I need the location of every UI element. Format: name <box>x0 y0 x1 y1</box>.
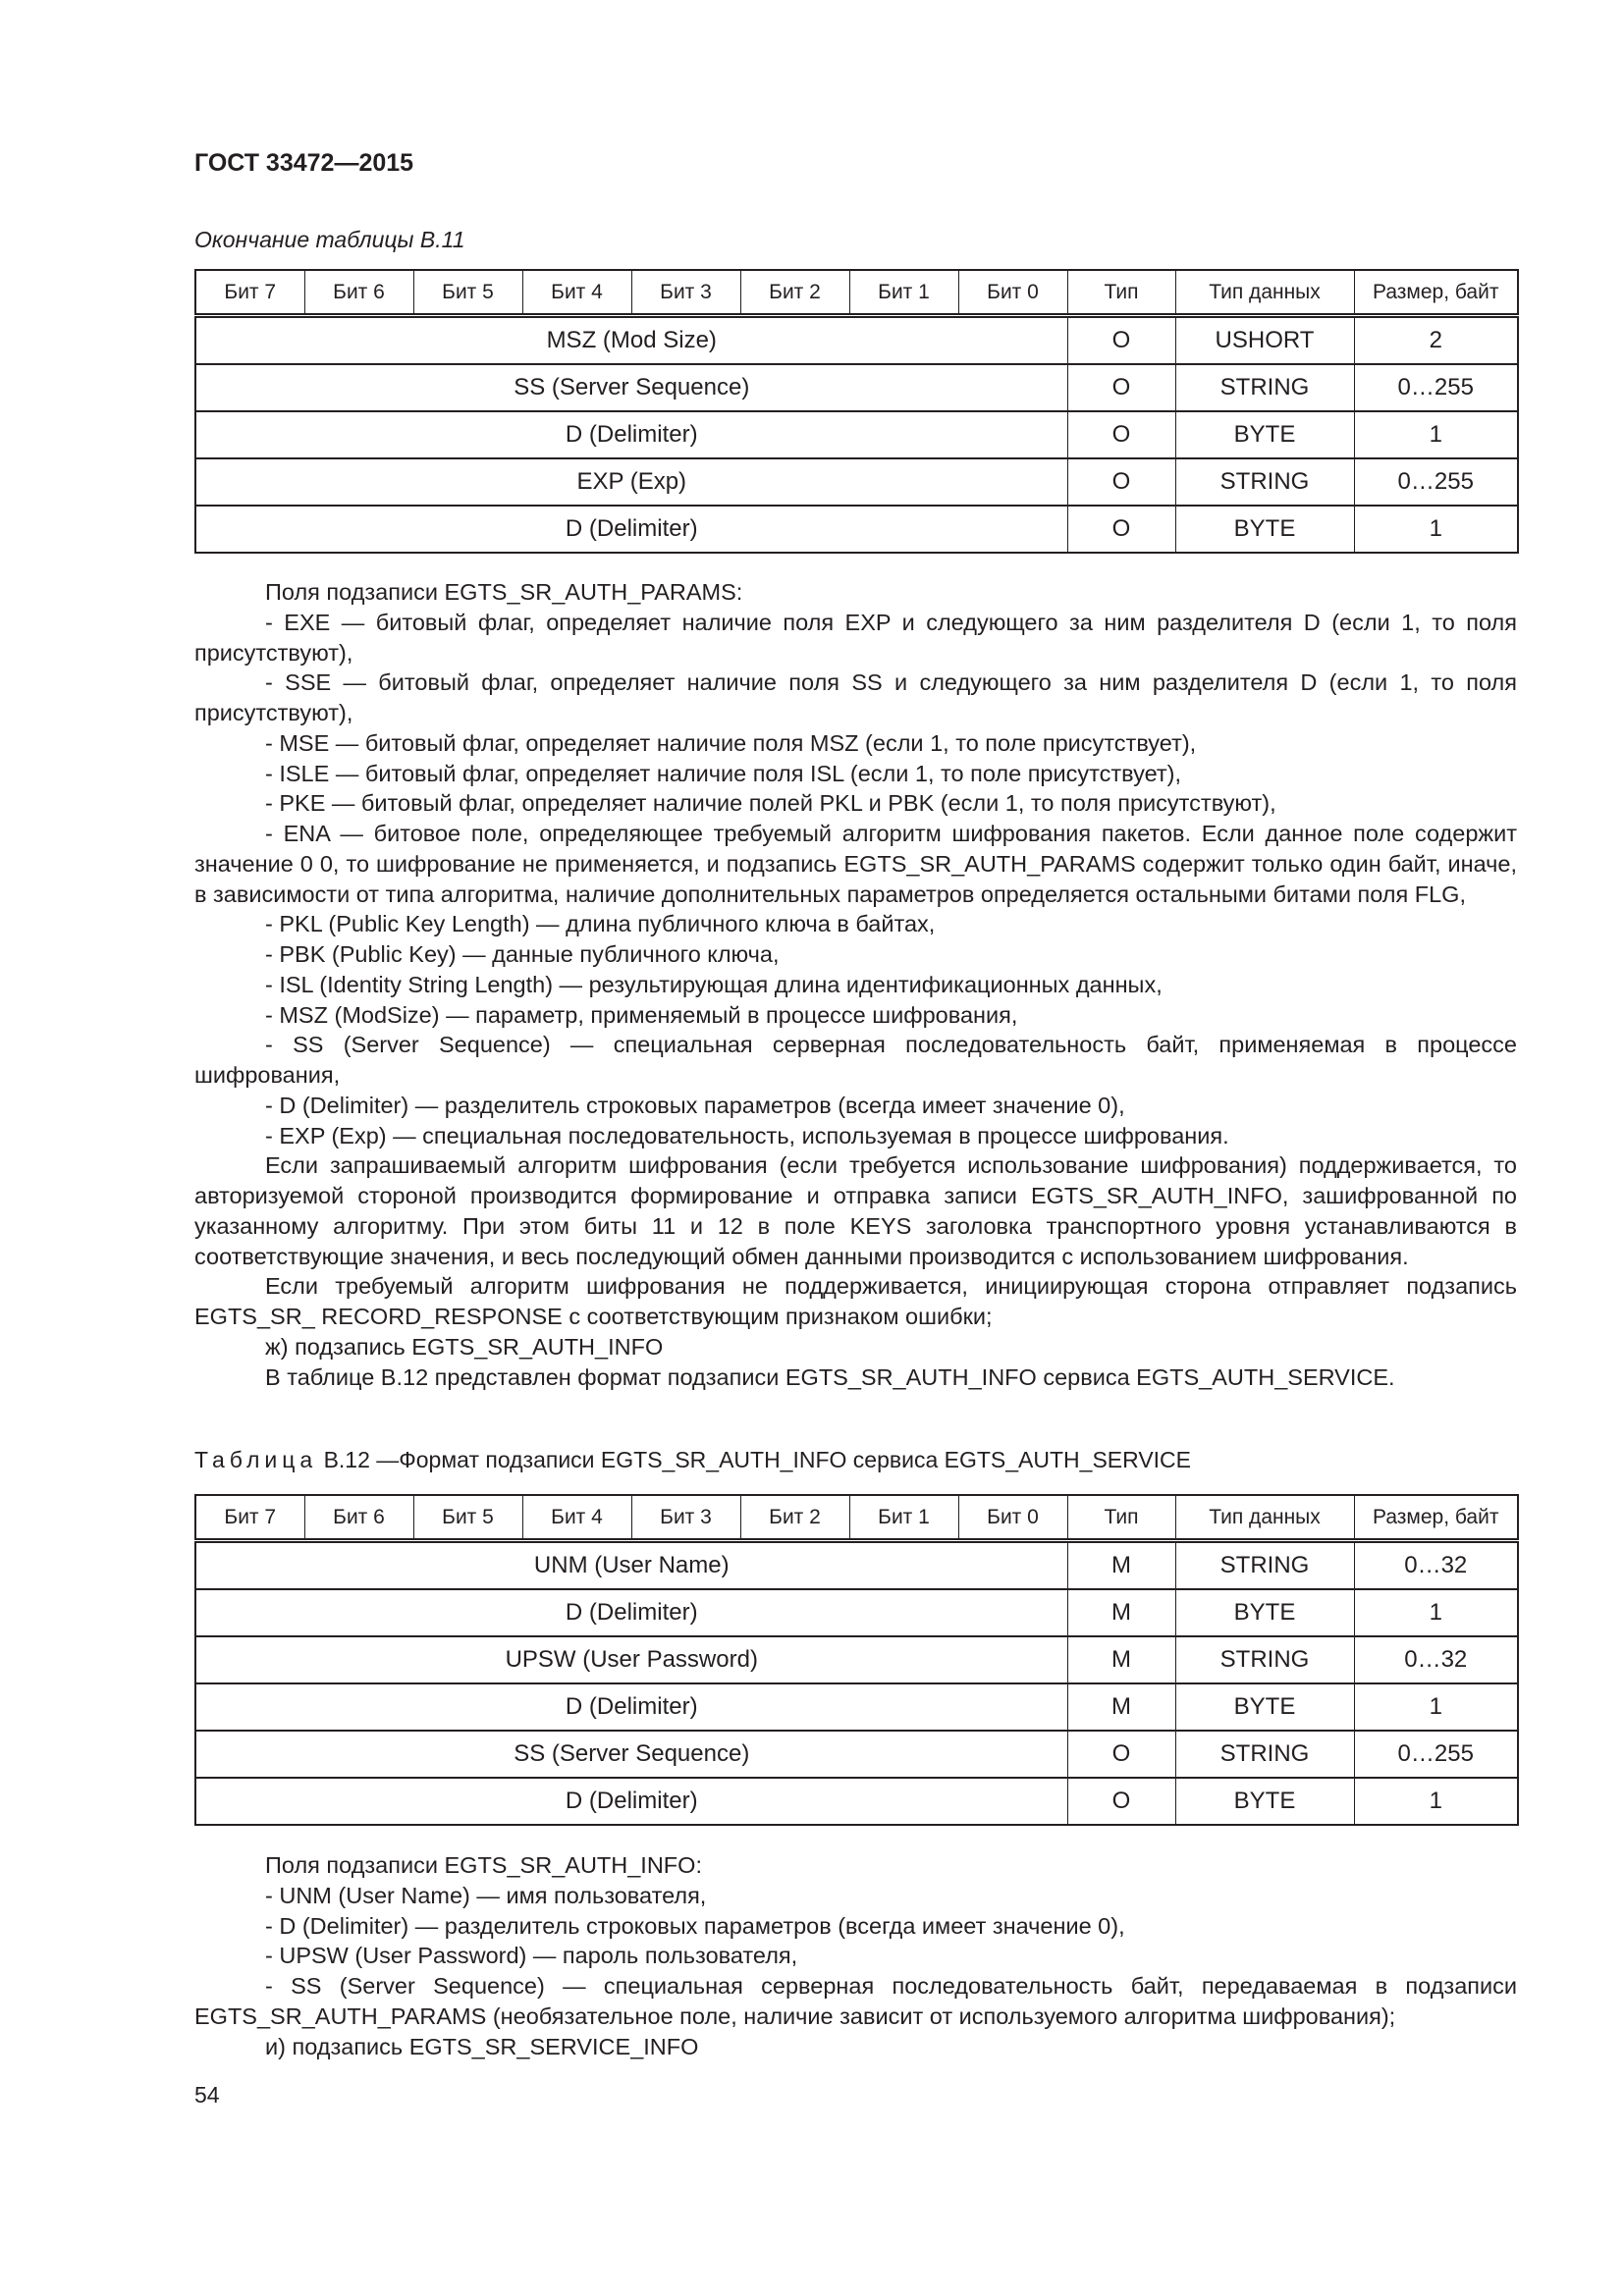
column-header: Бит 6 <box>304 1495 413 1541</box>
field-data-type: USHORT <box>1175 316 1354 365</box>
paragraph: - PBK (Public Key) — данные публичного ключа, <box>265 941 780 967</box>
table-row <box>195 506 1518 553</box>
column-header: Тип данных <box>1175 1495 1354 1541</box>
field-name: UNM (User Name) <box>195 1541 1067 1590</box>
paragraph: Если запрашиваемый алгоритм шифрования (если требуется использование шифрования) поддерживается, то авторизуемой стороной производится формирование и отправка записи EGTS_SR_AUTH_INFO, зашифрованной по указанному алгоритму. При этом биты 11 и 12 в поле KEYS заголовка транспортного уровня устанавливаются в соответствующие значения, и весь последующий обмен данными производится с использованием шифрования. <box>194 1152 1517 1269</box>
field-size: 0…255 <box>1354 458 1518 506</box>
field-size: 0…32 <box>1354 1541 1518 1590</box>
field-size: 1 <box>1354 1778 1518 1825</box>
paragraph: - PKE — битовый флаг, определяет наличие полей PKL и PBK (если 1, то поля присутствуют), <box>265 790 1276 817</box>
column-header: Размер, байт <box>1354 270 1518 316</box>
field-name: MSZ (Mod Size) <box>195 316 1067 365</box>
table-b11 <box>194 269 1519 554</box>
field-data-type: BYTE <box>1175 1778 1354 1825</box>
field-size: 1 <box>1354 411 1518 458</box>
field-type: O <box>1067 411 1175 458</box>
paragraph: - UNM (User Name) — имя пользователя, <box>265 1882 707 1908</box>
table-row <box>195 458 1518 506</box>
paragraph: - ISL (Identity String Length) — результирующая длина идентификационных данных, <box>265 971 1163 997</box>
body-text-auth-params <box>194 577 1517 1392</box>
column-header: Тип <box>1067 270 1175 316</box>
field-size: 0…255 <box>1354 1731 1518 1778</box>
paragraph: - MSE — битовый флаг, определяет наличие поля MSZ (если 1, то поле присутствует), <box>265 729 1197 756</box>
document-header: ГОСТ 33472—2015 <box>194 149 414 177</box>
field-type: M <box>1067 1589 1175 1636</box>
table-header-row <box>195 270 1518 316</box>
column-header: Бит 3 <box>631 1495 740 1541</box>
field-type: O <box>1067 364 1175 411</box>
field-size: 1 <box>1354 1589 1518 1636</box>
paragraph: ж) подзапись EGTS_SR_AUTH_INFO <box>265 1333 664 1360</box>
field-data-type: STRING <box>1175 1731 1354 1778</box>
paragraph: - UPSW (User Password) — пароль пользователя, <box>265 1943 798 1969</box>
field-type: O <box>1067 1731 1175 1778</box>
field-name: D (Delimiter) <box>195 506 1067 553</box>
paragraph: В таблице В.12 представлен формат подзаписи EGTS_SR_AUTH_INFO сервиса EGTS_AUTH_SERVICE. <box>265 1363 1395 1390</box>
field-type: O <box>1067 316 1175 365</box>
paragraph: - ISLE — битовый флаг, определяет наличие поля ISL (если 1, то поле присутствует), <box>265 760 1182 786</box>
table-row <box>195 1589 1518 1636</box>
field-data-type: BYTE <box>1175 1683 1354 1731</box>
column-header: Бит 2 <box>740 1495 849 1541</box>
table-row <box>195 1731 1518 1778</box>
column-header: Бит 7 <box>195 270 304 316</box>
field-name: UPSW (User Password) <box>195 1636 1067 1683</box>
column-header: Бит 0 <box>958 270 1067 316</box>
paragraph: Поля подзаписи EGTS_SR_AUTH_PARAMS: <box>265 579 743 605</box>
column-header: Размер, байт <box>1354 1495 1518 1541</box>
field-data-type: STRING <box>1175 458 1354 506</box>
field-data-type: BYTE <box>1175 506 1354 553</box>
paragraph: - SS (Server Sequence) — специальная серверная последовательность байт, применяемая в процессе шифрования, <box>194 1032 1517 1088</box>
paragraph: - EXP (Exp) — специальная последовательность, используемая в процессе шифрования. <box>265 1122 1229 1148</box>
column-header: Бит 7 <box>195 1495 304 1541</box>
field-name: D (Delimiter) <box>195 411 1067 458</box>
paragraph: - SS (Server Sequence) — специальная серверная последовательность байт, передаваемая в подзаписи EGTS_SR_AUTH_PARAMS (необязательное поле, наличие зависит от используемого алгоритма шифрования); <box>194 1973 1517 2029</box>
column-header: Бит 2 <box>740 270 849 316</box>
column-header: Бит 1 <box>849 1495 958 1541</box>
field-name: SS (Server Sequence) <box>195 364 1067 411</box>
field-name: D (Delimiter) <box>195 1778 1067 1825</box>
table-row <box>195 1636 1518 1683</box>
table-title: В.12 —Формат подзаписи EGTS_SR_AUTH_INFO сервиса EGTS_AUTH_SERVICE <box>323 1447 1192 1472</box>
table-b12-caption <box>194 1447 1191 1473</box>
field-type: O <box>1067 506 1175 553</box>
column-header: Тип данных <box>1175 270 1354 316</box>
field-size: 1 <box>1354 506 1518 553</box>
table-b11-caption: Окончание таблицы В.11 <box>194 227 465 252</box>
field-size: 0…255 <box>1354 364 1518 411</box>
field-data-type: STRING <box>1175 364 1354 411</box>
column-header: Бит 5 <box>413 1495 522 1541</box>
field-data-type: STRING <box>1175 1541 1354 1590</box>
paragraph: - D (Delimiter) — разделитель строковых параметров (всегда имеет значение 0), <box>265 1912 1125 1939</box>
column-header: Бит 6 <box>304 270 413 316</box>
table-header-row <box>195 1495 1518 1541</box>
column-header: Бит 4 <box>522 1495 631 1541</box>
field-type: O <box>1067 458 1175 506</box>
table-row <box>195 1778 1518 1825</box>
table-label: Таблица <box>194 1447 318 1472</box>
field-size: 2 <box>1354 316 1518 365</box>
field-type: M <box>1067 1541 1175 1590</box>
paragraph: - SSE — битовый флаг, определяет наличие поля SS и следующего за ним разделителя D (если 1, то поля присутствуют), <box>194 669 1517 725</box>
field-type: M <box>1067 1636 1175 1683</box>
paragraph: - PKL (Public Key Length) — длина публичного ключа в байтах, <box>265 911 936 937</box>
column-header: Бит 3 <box>631 270 740 316</box>
field-name: SS (Server Sequence) <box>195 1731 1067 1778</box>
field-name: EXP (Exp) <box>195 458 1067 506</box>
field-size: 1 <box>1354 1683 1518 1731</box>
field-data-type: BYTE <box>1175 411 1354 458</box>
field-size: 0…32 <box>1354 1636 1518 1683</box>
field-name: D (Delimiter) <box>195 1683 1067 1731</box>
paragraph: - EXE — битовый флаг, определяет наличие поля EXP и следующего за ним разделителя D (если 1, то поля присутствуют), <box>194 609 1517 666</box>
table-row <box>195 364 1518 411</box>
column-header: Тип <box>1067 1495 1175 1541</box>
body-text-auth-info <box>194 1850 1517 2061</box>
field-type: M <box>1067 1683 1175 1731</box>
table-row <box>195 1683 1518 1731</box>
page-number: 54 <box>194 2082 220 2108</box>
table-b12 <box>194 1494 1519 1826</box>
field-data-type: BYTE <box>1175 1589 1354 1636</box>
field-type: O <box>1067 1778 1175 1825</box>
column-header: Бит 1 <box>849 270 958 316</box>
table-row <box>195 411 1518 458</box>
paragraph: - MSZ (ModSize) — параметр, применяемый в процессе шифрования, <box>265 1001 1018 1028</box>
paragraph: - D (Delimiter) — разделитель строковых параметров (всегда имеет значение 0), <box>265 1092 1125 1118</box>
field-data-type: STRING <box>1175 1636 1354 1683</box>
paragraph: Если требуемый алгоритм шифрования не поддерживается, инициирующая сторона отправляет подзапись EGTS_SR_ RECORD_RESPONSE с соответствующим признаком ошибки; <box>194 1273 1517 1329</box>
table-row <box>195 316 1518 365</box>
paragraph: Поля подзаписи EGTS_SR_AUTH_INFO: <box>265 1852 702 1878</box>
field-name: D (Delimiter) <box>195 1589 1067 1636</box>
column-header: Бит 0 <box>958 1495 1067 1541</box>
table-row <box>195 1541 1518 1590</box>
paragraph: и) подзапись EGTS_SR_SERVICE_INFO <box>265 2033 699 2059</box>
paragraph: - ENA — битовое поле, определяющее требуемый алгоритм шифрования пакетов. Если данное поле содержит значение 0 0, то шифрование не применяется, и подзапись EGTS_SR_AUTH_PARAMS содержит только один байт, иначе, в зависимости от типа алгоритма, наличие дополнительных параметров определяется остальными битами поля FLG, <box>194 821 1517 907</box>
column-header: Бит 4 <box>522 270 631 316</box>
column-header: Бит 5 <box>413 270 522 316</box>
